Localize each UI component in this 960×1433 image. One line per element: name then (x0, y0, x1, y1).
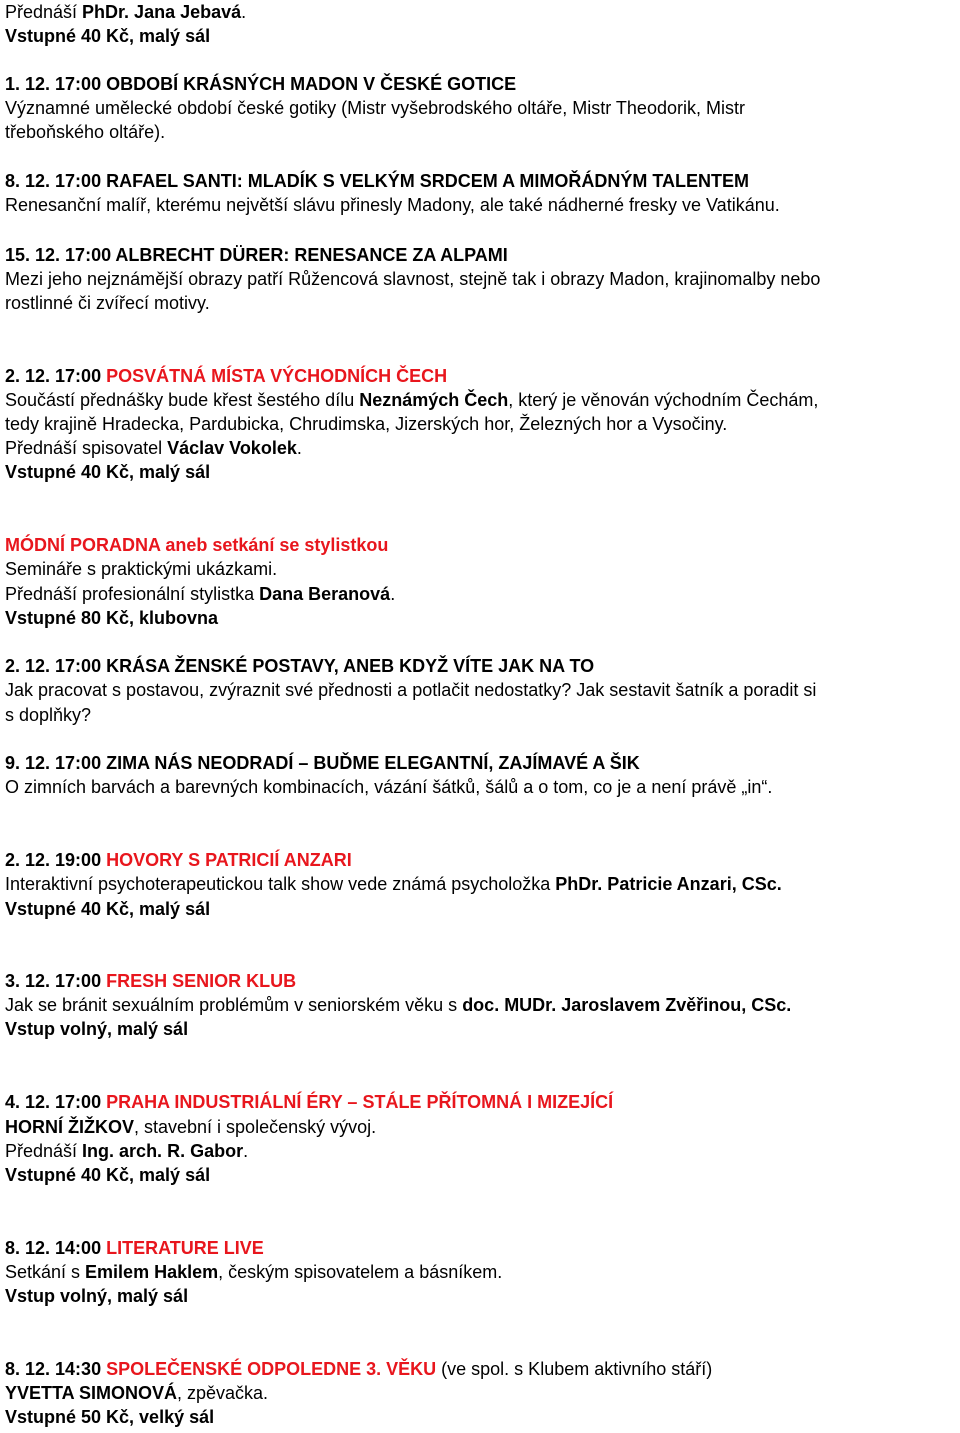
text-line-l03 (5, 96, 745, 120)
text-line-l27 (5, 969, 296, 993)
text-line-l18 (5, 606, 218, 630)
body-text: Setkání s (5, 1262, 86, 1282)
text-line-l26 (5, 897, 210, 921)
bold-text: 2. 12. 17:00 (5, 366, 107, 386)
text-line-l16 (5, 557, 277, 581)
bold-text: Vstupné 40 Kč, malý sál (5, 899, 211, 919)
body-text: Renesanční malíř, kterému největší slávu přinesly Madony, ale také nádherné fresky ve Vatikánu. (5, 195, 780, 215)
body-text: . (243, 1141, 249, 1161)
text-line-l37 (5, 1357, 712, 1381)
text-line-l08 (5, 267, 820, 291)
text-line-l02 (5, 72, 516, 96)
body-text: s doplňky? (5, 705, 92, 725)
bold-text: Dana Beranová (259, 584, 391, 604)
bold-text: Vstupné 40 Kč, malý sál (5, 1165, 211, 1185)
event-title-highlight: HOVORY S PATRICIÍ ANZARI (106, 850, 352, 870)
bold-text: Ing. arch. R. Gabor (82, 1141, 244, 1161)
body-text: . (296, 438, 302, 458)
body-text: , který je věnován východním Čechám, (508, 390, 819, 410)
bold-text: Neznámých Čech (359, 390, 509, 410)
text-line-l10 (5, 364, 447, 388)
text-line-l11 (5, 388, 818, 412)
text-line-l39 (5, 1405, 214, 1429)
body-text: O zimních barvách a barevných kombinacích, vázání šátků, šálů a o tom, co je a není právě „in“. (5, 777, 773, 797)
bold-text: 8. 12. 17:00 RAFAEL SANTI: MLADÍK S VELKÝM SRDCEM A MIMOŘÁDNÝM TALENTEM (5, 171, 750, 191)
body-text: Přednáší (5, 1141, 83, 1161)
text-line-l14 (5, 460, 210, 484)
text-line-l15 (5, 533, 388, 557)
body-text: tedy krajině Hradecka, Pardubicka, Chrudimska, Jizerských hor, Železných hor a Vysočiny. (5, 414, 728, 434)
event-title-highlight: LITERATURE LIVE (106, 1238, 264, 1258)
bold-text: 8. 12. 14:30 (5, 1359, 107, 1379)
text-line-l29 (5, 1017, 188, 1041)
bold-text: Emilem Haklem (85, 1262, 219, 1282)
body-text: Přednáší spisovatel (5, 438, 168, 458)
bold-text: Vstupné 80 Kč, klubovna (5, 608, 219, 628)
bold-text: YVETTA SIMONOVÁ (5, 1383, 178, 1403)
bold-text: PhDr. Jana Jebavá (82, 2, 242, 22)
text-line-l25 (5, 872, 782, 896)
bold-text: HORNÍ ŽIŽKOV (5, 1117, 134, 1137)
bold-text: Vstupné 50 Kč, velký sál (5, 1407, 215, 1427)
body-text: třeboňského oltáře). (5, 122, 166, 142)
text-line-l36 (5, 1284, 188, 1308)
body-text: Součástí přednášky bude křest šestého dílu (5, 390, 360, 410)
bold-text: 3. 12. 17:00 (5, 971, 107, 991)
body-text: , zpěvačka. (177, 1383, 269, 1403)
body-text: Přednáší (5, 2, 83, 22)
bold-text: PhDr. Patricie Anzari, CSc. (555, 874, 782, 894)
body-text: Významné umělecké období české gotiky (Mistr vyšebrodského oltáře, Mistr Theodorik, Mistr (5, 98, 745, 118)
body-text: . (241, 2, 247, 22)
text-line-l07 (5, 243, 508, 267)
bold-text: Vstupné 40 Kč, malý sál (5, 26, 211, 46)
text-line-l13 (5, 436, 302, 460)
text-line-l09 (5, 291, 210, 315)
text-line-l20 (5, 678, 816, 702)
text-line-l12 (5, 412, 727, 436)
text-line-l33 (5, 1163, 210, 1187)
text-line-l24 (5, 848, 352, 872)
text-line-l31 (5, 1115, 376, 1139)
text-line-l05 (5, 169, 749, 193)
body-text: (ve spol. s Klubem aktivního stáří) (436, 1359, 713, 1379)
text-line-l22 (5, 751, 640, 775)
text-line-l35 (5, 1260, 502, 1284)
bold-text: Vstupné 40 Kč, malý sál (5, 462, 211, 482)
text-line-l38 (5, 1381, 268, 1405)
bold-text: 2. 12. 17:00 KRÁSA ŽENSKÉ POSTAVY, ANEB KDYŽ VÍTE JAK NA TO (5, 656, 595, 676)
bold-text: 8. 12. 14:00 (5, 1238, 107, 1258)
event-title-highlight: SPOLEČENSKÉ ODPOLEDNE 3. VĚKU (106, 1359, 437, 1379)
body-text: Interaktivní psychoterapeutickou talk show vede známá psycholožka (5, 874, 556, 894)
text-line-l17 (5, 582, 395, 606)
text-line-l21 (5, 703, 91, 727)
body-text: Přednáší profesionální stylistka (5, 584, 260, 604)
text-line-l30 (5, 1090, 613, 1114)
text-line-l32 (5, 1139, 248, 1163)
body-text: Jak se bránit sexuálním problémům v seniorském věku s (5, 995, 463, 1015)
event-title-highlight: PRAHA INDUSTRIÁLNÍ ÉRY – STÁLE PŘÍTOMNÁ I MIZEJÍCÍ (106, 1092, 614, 1112)
bold-text: Václav Vokolek (167, 438, 297, 458)
bold-text: 9. 12. 17:00 ZIMA NÁS NEODRADÍ – BUĎME ELEGANTNÍ, ZAJÍMAVÉ A ŠIK (5, 753, 640, 773)
text-line-l34 (5, 1236, 264, 1260)
bold-text: doc. MUDr. Jaroslavem Zvěřinou, CSc. (462, 995, 792, 1015)
bold-text: 15. 12. 17:00 ALBRECHT DÜRER: RENESANCE ZA ALPAMI (5, 245, 508, 265)
text-line-l28 (5, 993, 791, 1017)
text-line-l01 (5, 24, 210, 48)
event-title-highlight: MÓDNÍ PORADNA aneb setkání se stylistkou (5, 535, 389, 555)
text-line-l06 (5, 193, 780, 217)
bold-text: 2. 12. 19:00 (5, 850, 107, 870)
body-text: rostlinné či zvířecí motivy. (5, 293, 210, 313)
text-line-l00 (5, 0, 246, 24)
body-text: , českým spisovatelem a básníkem. (218, 1262, 503, 1282)
bold-text: Vstup volný, malý sál (5, 1019, 189, 1039)
text-line-l23 (5, 775, 772, 799)
bold-text: 4. 12. 17:00 (5, 1092, 107, 1112)
body-text: Semináře s praktickými ukázkami. (5, 559, 278, 579)
text-line-l04 (5, 120, 165, 144)
bold-text: Vstup volný, malý sál (5, 1286, 189, 1306)
body-text: Jak pracovat s postavou, zvýraznit své přednosti a potlačit nedostatky? Jak sestavit šatník a poradit si (5, 680, 817, 700)
event-title-highlight: FRESH SENIOR KLUB (106, 971, 297, 991)
bold-text: 1. 12. 17:00 OBDOBÍ KRÁSNÝCH MADON V ČESKÉ GOTICE (5, 74, 517, 94)
body-text: . (390, 584, 396, 604)
event-title-highlight: POSVÁTNÁ MÍSTA VÝCHODNÍCH ČECH (106, 366, 448, 386)
text-line-l19 (5, 654, 594, 678)
body-text: Mezi jeho nejznámější obrazy patří Růžencová slavnost, stejně tak i obrazy Madon, krajinomalby nebo (5, 269, 821, 289)
body-text: , stavební i společenský vývoj. (134, 1117, 377, 1137)
